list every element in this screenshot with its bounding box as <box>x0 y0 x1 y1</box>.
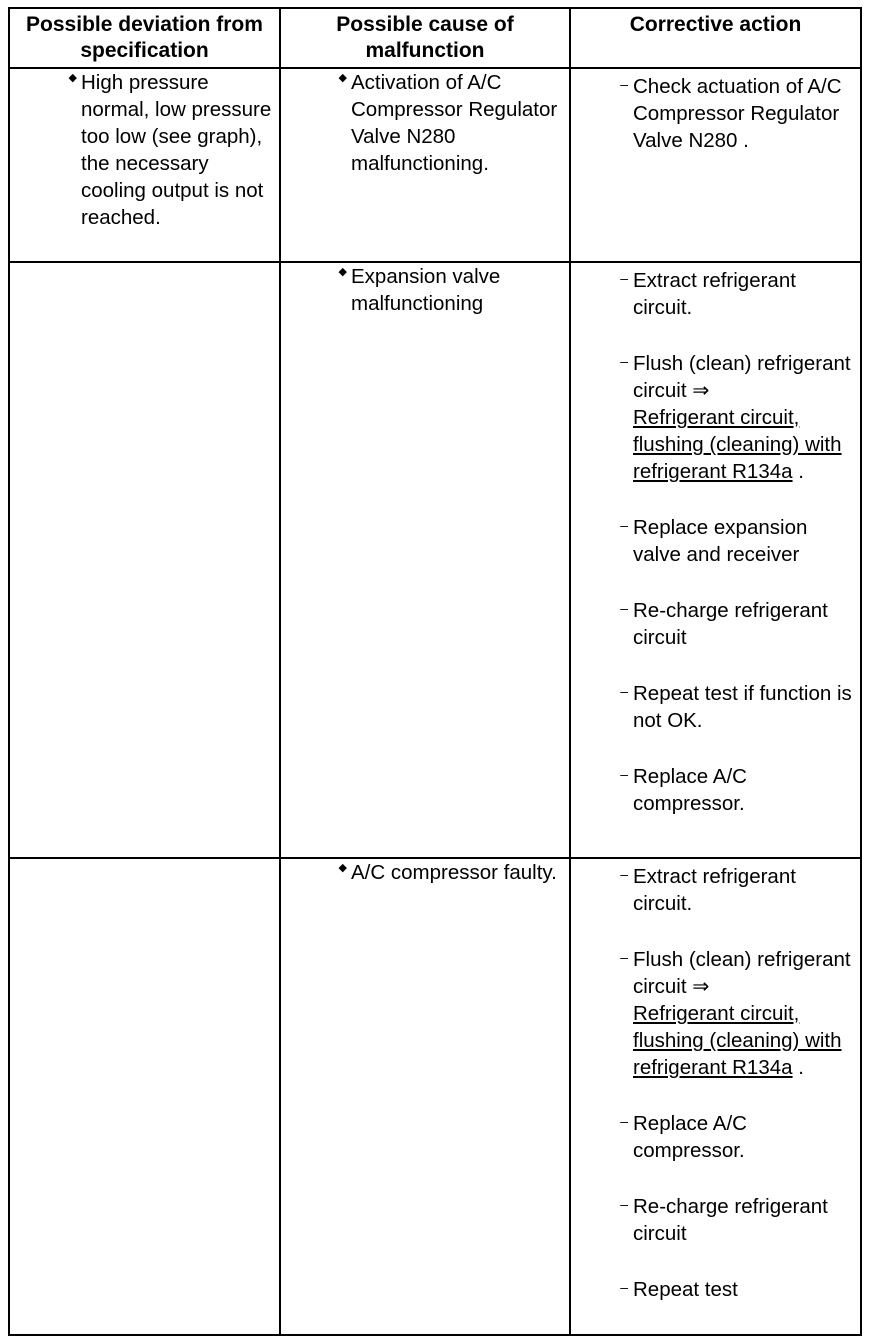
header-deviation: Possible deviation from specification <box>9 8 280 68</box>
action-step: – Flush (clean) refrigerant circuit ⇒ Refrigerant circuit, flushing (cleaning) with refrigerant R134a . <box>571 350 860 485</box>
action-step: – Re-charge refrigerant circuit <box>571 597 860 651</box>
action-step: – Replace A/C compressor. <box>571 1110 860 1164</box>
diamond-bullet-icon: ◆ <box>338 72 347 84</box>
dash-bullet-icon: – <box>620 517 628 533</box>
action-step: – Replace A/C compressor. <box>571 763 860 817</box>
table-row <box>9 68 861 262</box>
dash-bullet-icon: – <box>620 76 628 92</box>
deviation-cell <box>9 262 280 858</box>
refrigerant-flush-link[interactable]: Refrigerant circuit, flushing (cleaning) with refrigerant R134a <box>633 406 842 483</box>
cause-cell <box>280 68 570 262</box>
header-cause: Possible cause of malfunction <box>280 8 570 68</box>
diamond-bullet-icon: ◆ <box>338 862 347 874</box>
cause-item: ◆ Expansion valve malfunctioning <box>281 263 569 317</box>
action-step: – Repeat test if function is not OK. <box>571 680 860 734</box>
action-step: – Check actuation of A/C Compressor Regulator Valve N280 . <box>571 73 860 154</box>
dash-bullet-icon: – <box>620 1279 628 1295</box>
cause-item: ◆ A/C compressor faulty. <box>281 859 569 886</box>
action-cell <box>570 262 861 858</box>
cause-cell <box>280 262 570 858</box>
dash-bullet-icon: – <box>620 866 628 882</box>
diagnosis-table <box>8 7 862 1336</box>
refrigerant-flush-link[interactable]: Refrigerant circuit, flushing (cleaning) with refrigerant R134a <box>633 1002 842 1079</box>
dash-bullet-icon: – <box>620 353 628 369</box>
dash-bullet-icon: – <box>620 683 628 699</box>
header-row <box>9 8 861 68</box>
dash-bullet-icon: – <box>620 270 628 286</box>
diamond-bullet-icon: ◆ <box>68 72 77 84</box>
cause-item: ◆ Activation of A/C Compressor Regulator Valve N280 malfunctioning. <box>281 69 569 177</box>
deviation-item: ◆ High pressure normal, low pressure too low (see graph), the necessary cooling output is not reached. <box>10 69 279 231</box>
dash-bullet-icon: – <box>620 949 628 965</box>
action-step: – Re-charge refrigerant circuit <box>571 1193 860 1247</box>
action-step: – Repeat test <box>571 1276 860 1303</box>
action-step: – Extract refrigerant circuit. <box>571 267 860 321</box>
action-step: – Extract refrigerant circuit. <box>571 863 860 917</box>
dash-bullet-icon: – <box>620 1196 628 1212</box>
deviation-cell <box>9 858 280 1335</box>
dash-bullet-icon: – <box>620 766 628 782</box>
cause-cell <box>280 858 570 1335</box>
dash-bullet-icon: – <box>620 600 628 616</box>
table-row <box>9 858 861 1335</box>
action-step: – Replace expansion valve and receiver <box>571 514 860 568</box>
action-cell <box>570 858 861 1335</box>
diamond-bullet-icon: ◆ <box>338 266 347 278</box>
header-action: Corrective action <box>570 8 861 68</box>
deviation-cell <box>9 68 280 262</box>
table-row <box>9 262 861 858</box>
dash-bullet-icon: – <box>620 1113 628 1129</box>
action-cell <box>570 68 861 262</box>
action-step: – Flush (clean) refrigerant circuit ⇒ Refrigerant circuit, flushing (cleaning) with refrigerant R134a . <box>571 946 860 1081</box>
